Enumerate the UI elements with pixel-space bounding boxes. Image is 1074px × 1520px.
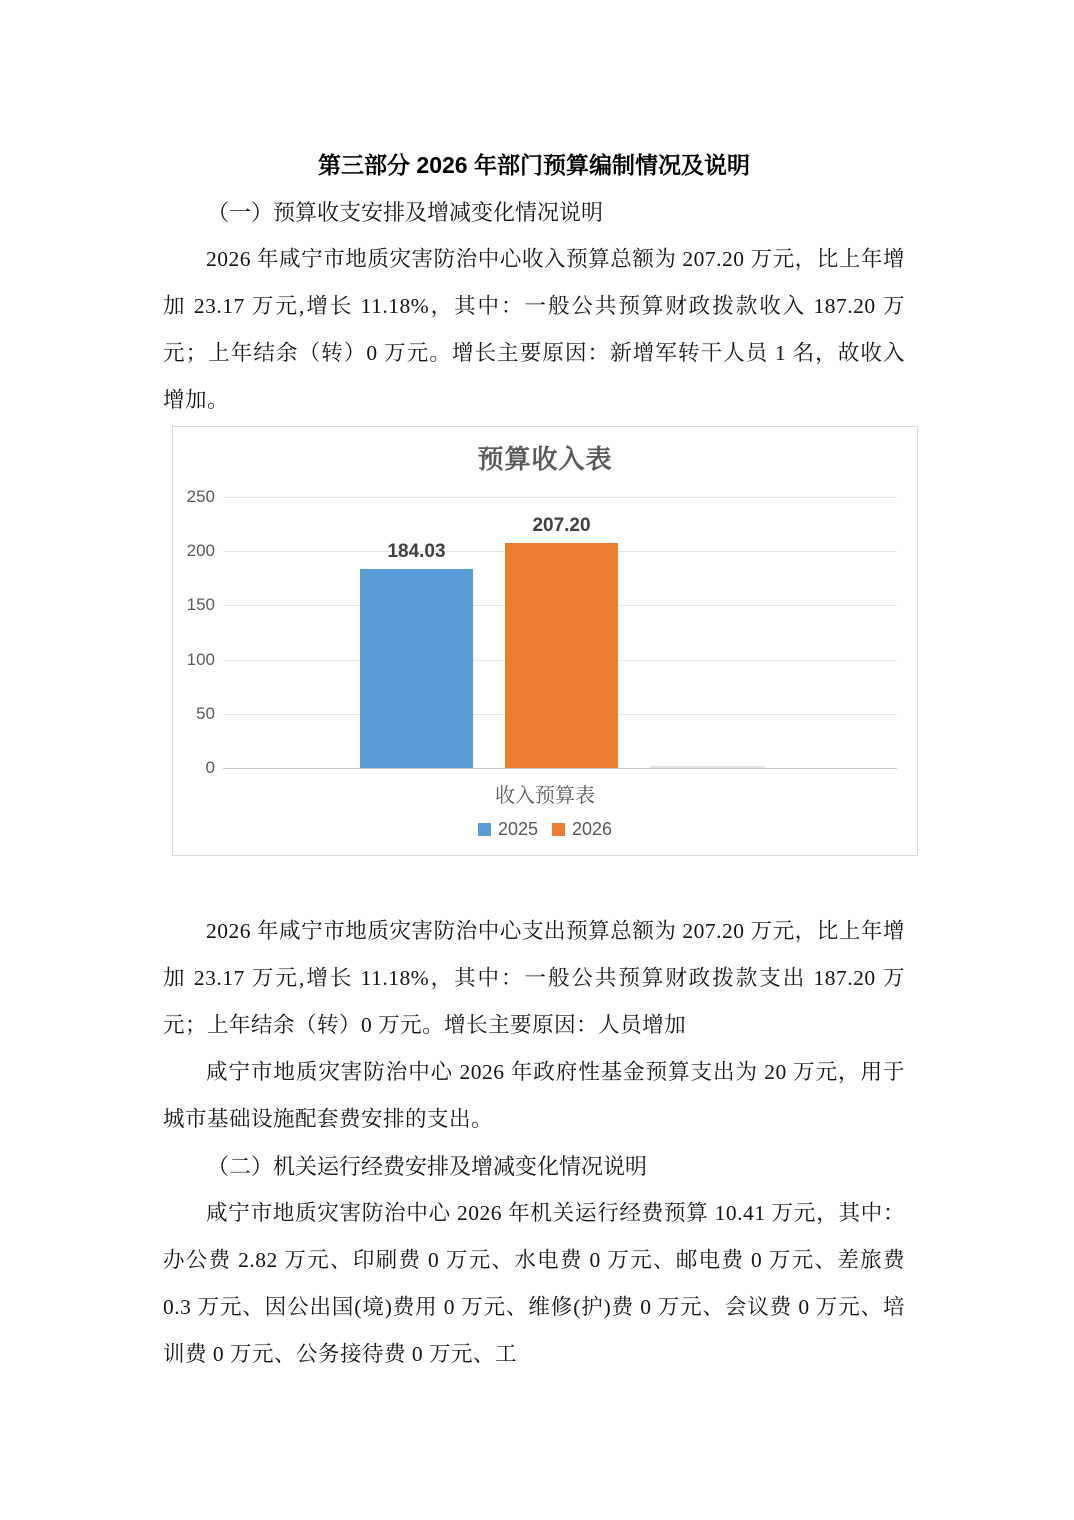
budget-income-chart xyxy=(172,426,918,856)
government-fund-paragraph: 咸宁市地质灾害防治中心 2026 年政府性基金预算支出为 20 万元，用于城市基础设施配套费安排的支出。 xyxy=(163,1060,905,1131)
bar-value-label: 184.03 xyxy=(387,540,446,562)
page-title: 第三部分 2026 年部门预算编制情况及说明 xyxy=(318,152,750,178)
operating-expenses-paragraph: 咸宁市地质灾害防治中心 2026 年机关运行经费预算 10.41 万元，其中：办公费 2.82 万元、印刷费 0 万元、水电费 0 万元、邮电费 0 万元、差旅费 0.3 万元、因公出国(境)费用 0 万元、维修(护)费 0 万元、会议费 0 万元、培训费 0 万元、公务接待费 0 万元、工 xyxy=(163,1201,905,1366)
gridline-250 xyxy=(223,497,897,498)
legend-label: 2025 xyxy=(497,819,538,839)
y-tick-label: 250 xyxy=(186,487,215,506)
y-tick-label: 100 xyxy=(186,649,215,669)
chart-category-label: 收入预算表 xyxy=(495,785,595,807)
legend-swatch-icon xyxy=(552,823,565,836)
legend-label: 2026 xyxy=(572,819,613,839)
spacer xyxy=(163,856,905,908)
bar-2025 xyxy=(360,569,473,768)
bar-2026 xyxy=(505,543,618,768)
document-page xyxy=(163,142,905,1378)
income-paragraph: 2026 年咸宁市地质灾害防治中心收入预算总额为 207.20 万元，比上年增加 23.17 万元,增长 11.18%，其中：一般公共预算财政拨款收入 187.20 万元；上年结余（转）0 万元。增长主要原因：新增军转干人员 1 名，故收入增加。 xyxy=(163,247,905,412)
expenditure-paragraph: 2026 年咸宁市地质灾害防治中心支出预算总额为 207.20 万元，比上年增加 23.17 万元,增长 11.18%，其中：一般公共预算财政拨款支出 187.20 万元；上年结余（转）0 万元。增长主要原因：人员增加 xyxy=(163,919,905,1037)
section-1-heading: （一）预算收支安排及增减变化情况说明 xyxy=(207,200,604,225)
legend-item-2025 xyxy=(478,819,538,840)
legend-item-2026 xyxy=(552,819,612,840)
gridline-0 xyxy=(223,768,897,769)
y-tick-label: 150 xyxy=(186,595,215,615)
chart-title: 预算收入表 xyxy=(477,444,613,474)
section-2-heading: （二）机关运行经费安排及增减变化情况说明 xyxy=(207,1154,648,1179)
chart-legend xyxy=(173,819,917,840)
y-tick-label: 0 xyxy=(205,758,215,777)
legend-swatch-icon xyxy=(478,823,491,836)
y-tick-label: 200 xyxy=(186,541,215,561)
tiny-gray-bar xyxy=(650,766,765,768)
bar-value-label: 207.20 xyxy=(532,515,591,537)
y-tick-label: 50 xyxy=(196,703,215,723)
